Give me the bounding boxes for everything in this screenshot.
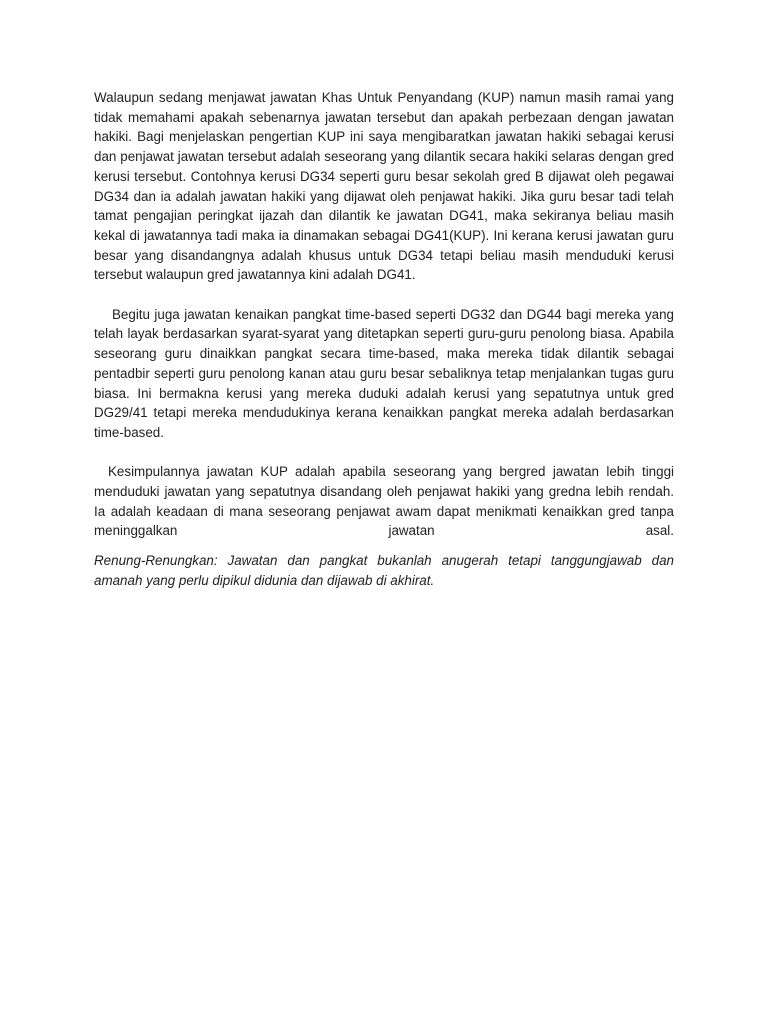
paragraph-time-based-promotion: Begitu juga jawatan kenaikan pangkat time-based seperti DG32 dan DG44 bagi mereka yang telah layak berdasarkan syarat-syarat yang ditetapkan seperti guru-guru penolong biasa. Apabila seseorang guru dinaikkan pangkat secara time-based, maka mereka tidak dilantik sebagai pentadbir seperti guru penolong kanan atau guru besar sebaliknya tetap menjalankan tugas guru biasa. Ini bermakna kerusi yang mereka duduki adalah kerusi yang sepatutnya untuk gred DG29/41 tetapi mereka mendudukinya kerana kenaikkan pangkat mereka adalah berdasarkan time-based. — [94, 306, 674, 440]
document-body — [94, 88, 674, 591]
paragraph-kup-definition: Walaupun sedang menjawat jawatan Khas Untuk Penyandang (KUP) namun masih ramai yang tidak memahami apakah sebenarnya jawatan tersebut dan apakah perbezaan dengan jawatan hakiki. Bagi menjelaskan pengertian KUP ini saya mengibaratkan jawatan hakiki sebagai kerusi dan penjawat jawatan tersebut adalah seseorang yang dilantik secara hakiki selaras dengan gred kerusi tersebut. Contohnya kerusi DG34 seperti guru besar sekolah gred B dijawat oleh pegawai DG34 dan ia adalah jawatan hakiki yang dijawat oleh penjawat hakiki. Jika guru besar tadi telah tamat pengajian peringkat ijazah dan dilantik ke jawatan DG41, maka sekiranya beliau masih kekal di jawatannya tadi maka ia dinamakan sebagai DG41(KUP). Ini kerana kerusi jawatan guru besar yang disandangnya adalah khusus untuk DG34 tetapi beliau masih menduduki kerusi tersebut walaupun gred jawatannya kini adalah DG41. — [94, 90, 674, 283]
paragraph-conclusion: Kesimpulannya jawatan KUP adalah apabila seseorang yang bergred jawatan lebih tinggi menduduki jawatan yang sepatutnya disandang oleh penjawat hakiki yang gredna lebih rendah. Ia adalah keadaan di mana seseorang penjawat awam dapat menikmati kenaikkan gred tanpa meninggalkan jawatan asal. — [94, 464, 674, 539]
paragraph-reflection: Renung-Renungkan: Jawatan dan pangkat bukanlah anugerah tetapi tanggungjawab dan amanah yang perlu dipikul didunia dan dijawab di akhirat. — [94, 553, 674, 588]
